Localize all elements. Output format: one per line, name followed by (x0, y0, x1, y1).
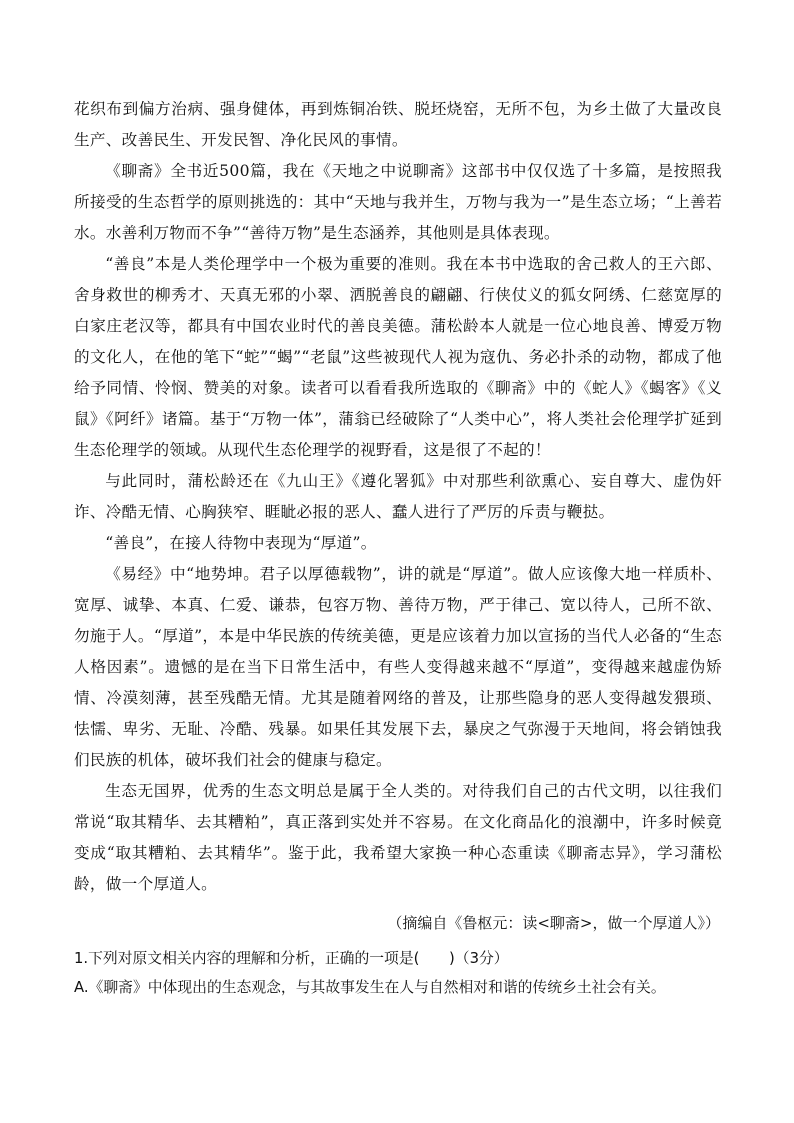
article-body (74, 94, 722, 900)
paragraph-yijing-houdao: 《易经》中“地势坤。君子以厚德载物”，讲的就是“厚道”。做人应该像大地一样质朴、宽厚、诚挚、本真、仁爱、谦恭，包容万物、善待万物，严于律己、宽以待人，己所不欲、勿施于人。“厚道”，本是中华民族的传统美德，更是应该着力加以宣扬的当代人必备的“生态人格因素”。遗憾的是在当下日常生活中，有些人变得越来越不“厚道”，变得越来越虚伪矫情、冷漠刻薄，甚至残酷无情。尤其是随着网络的普及，让那些隐身的恶人变得越发猥琐、怯懦、卑劣、无耻、冷酷、残暴。如果任其发展下去，暴戾之气弥漫于天地间，将会销蚀我们民族的机体，破坏我们社会的健康与稳定。 (74, 565, 722, 769)
paragraph-liaozhai-selection: 《聊斋》全书近500篇，我在《天地之中说聊斋》这部书中仅仅选了十多篇，是按照我所接受的生态哲学的原则挑选的：其中“天地与我并生，万物与我为一”是生态立场；“上善若水。水善利万物而不争”“善待万物”是生态涵养，其他则是具体表现。 (74, 162, 722, 242)
question-1-stem: 1.下列对原文相关内容的理解和分析，正确的一项是( )（3分） (74, 950, 509, 967)
paragraph-continuation: 花织布到偏方治病、强身健体，再到炼铜冶铁、脱坯烧窑，无所不包，为乡土做了大量改良生产、改善民生、开发民智、净化民风的事情。 (74, 100, 722, 149)
article-source: （摘编自《鲁枢元：读<聊斋>，做一个厚道人》） (387, 914, 720, 932)
question-1-option-a: A.《聊斋》中体现出的生态观念，与其故事发生在人与自然相对和谐的传统乡土社会有关。 (74, 979, 666, 996)
paragraph-kindness: “善良”本是人类伦理学中一个极为重要的准则。我在本书中选取的舍己救人的王六郎、舍身救世的柳秀才、天真无邪的小翠、洒脱善良的翩翩、行侠仗义的狐女阿绣、仁慈宽厚的白家庄老汉等，都具有中国农业时代的善良美德。蒲松龄本人就是一位心地良善、博爱万物的文化人，在他的笔下“蛇”“蝎”“老鼠”这些被现代人视为寇仇、务必扑杀的动物，都成了他给予同情、怜悯、赞美的对象。读者可以看看我所选取的《聊斋》中的《蛇人》《蝎客》《义鼠》《阿纤》诸篇。基于“万物一体”，蒲翁已经破除了“人类中心”，将人类社会伦理学扩延到生态伦理学的领域。从现代生态伦理学的视野看，这是很了不起的！ (74, 255, 722, 459)
paragraph-condemnation: 与此同时，蒲松龄还在《九山王》《遵化署狐》中对那些利欲熏心、妄自尊大、虚伪奸诈、冷酷无情、心胸狭窄、睚眦必报的恶人、蠢人进行了严厉的斥责与鞭挞。 (74, 472, 722, 521)
paragraph-ecological-civilization: 生态无国界，优秀的生态文明总是属于全人类的。对待我们自己的古代文明，以往我们常说“取其精华、去其糟粕”，真正落到实处并不容易。在文化商品化的浪潮中，许多时候竟变成“取其糟粕、去其精华”。鉴于此，我希望大家换一种心态重读《聊斋志异》，学习蒲松龄，做一个厚道人。 (74, 782, 722, 893)
paragraph-kindness-thickness: “善良”，在接人待物中表现为“厚道”。 (105, 534, 377, 552)
